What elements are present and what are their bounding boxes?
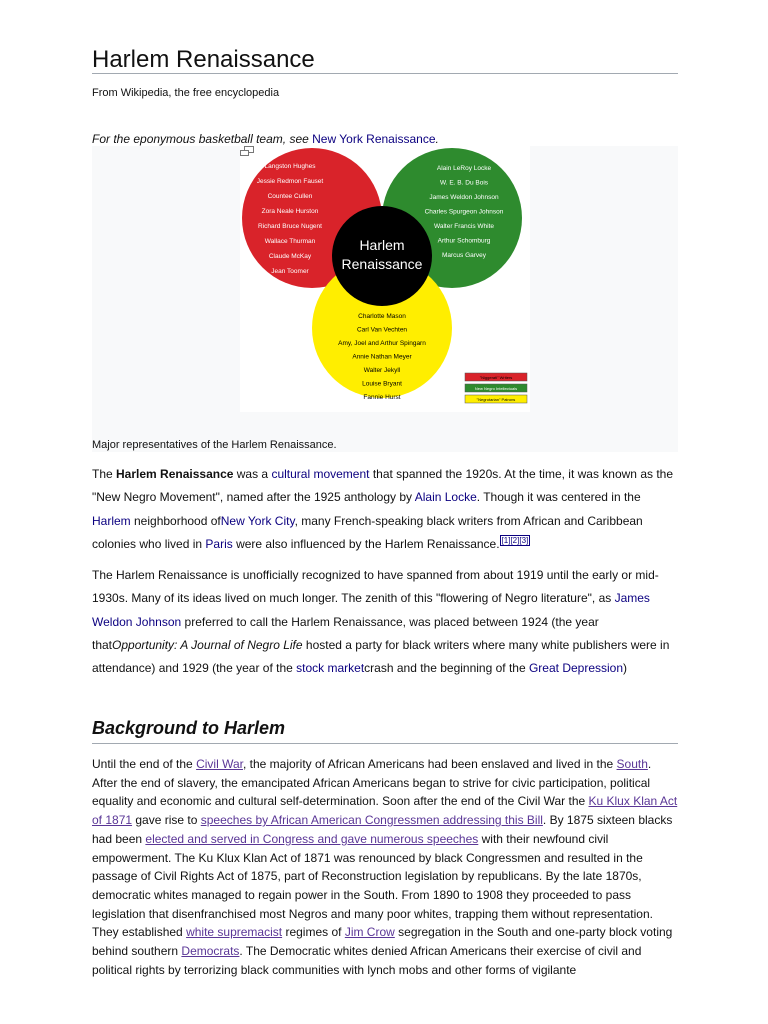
italic-title: Opportunity: A Journal of Negro Life: [112, 637, 303, 652]
yellow-circle-name: Louise Bryant: [362, 380, 402, 388]
link-stock-market[interactable]: stock market: [296, 661, 365, 676]
hatnote: [92, 131, 439, 147]
red-circle-name: Jean Toomer: [271, 268, 309, 275]
venn-diagram[interactable]: [240, 146, 530, 412]
green-circle-name: Walter Francis White: [433, 223, 495, 230]
text: , many French-speaking black writers from African and Caribbean colonies who lived in: [92, 513, 643, 551]
yellow-circle-name: Walter Jekyll: [363, 367, 401, 374]
green-circle-name: Alain LeRoy Locke: [436, 165, 492, 172]
link-great-depression[interactable]: Great Depression: [528, 661, 624, 676]
red-circle-name: Countee Cullen: [267, 193, 313, 200]
link-speeches[interactable]: speeches by African American Congressmen addressing this Bill: [200, 813, 543, 828]
bold-term: Harlem Renaissance: [116, 467, 234, 481]
text: The: [92, 467, 117, 481]
text: regimes of: [282, 925, 345, 940]
legend-label-red: "Niggerati" Writers: [479, 375, 513, 380]
text: ): [623, 661, 628, 676]
yellow-circle-name: Amy, Joel and Arthur Spingarn: [338, 340, 426, 347]
text: Until the end of the: [92, 757, 197, 771]
enlarge-icon[interactable]: [240, 146, 254, 156]
red-circle-name: Jessie Redmon Fauset: [256, 178, 324, 185]
text: preferred to call the Harlem Renaissance, was placed between 1924 (the year that: [92, 614, 599, 652]
text: . After the end of slavery, the emancipated African Americans began to strive for civic participation, political equality and economic and cultural self-determination. Soon after the end of the Civil War the: [92, 757, 652, 809]
green-circle-name: Marcus Garvey: [441, 252, 487, 259]
green-circle-name: W. E. B. Du Bois: [439, 179, 489, 187]
green-circle-name: James Weldon Johnson: [429, 194, 499, 201]
figure-caption: Major representatives of the Harlem Renaissance.: [92, 439, 337, 451]
reference-link[interactable]: [1][2][3]: [501, 535, 529, 545]
link-ku-klux-klan-act[interactable]: Ku Klux Klan Act of 1871: [92, 794, 678, 828]
link-civil-war[interactable]: Civil War: [196, 757, 243, 771]
link-james-weldon-johnson[interactable]: James Weldon Johnson: [92, 591, 650, 629]
red-circle-name: Claude McKay: [268, 253, 312, 260]
link-south[interactable]: South: [616, 757, 648, 771]
legend: [465, 373, 527, 403]
text: segregation in the South and one-party block voting behind southern: [92, 925, 673, 959]
text: were also influenced by the Harlem Renaissance.: [232, 536, 500, 551]
paragraph-intro: [92, 463, 678, 556]
link-cultural-movement[interactable]: cultural movement: [271, 467, 370, 481]
text: , the majority of African Americans had been enslaved and lived in the: [242, 757, 617, 771]
link-paris[interactable]: Paris: [205, 536, 233, 551]
link-new-york-city[interactable]: New York City: [220, 513, 295, 528]
green-circle-name: Arthur Schomburg: [437, 237, 491, 245]
legend-label-yellow: "Negrotarian" Patrons: [476, 397, 516, 402]
link-elected-congress[interactable]: elected and served in Congress and gave numerous speeches: [145, 831, 479, 846]
text: neighborhood of: [130, 513, 221, 528]
paragraph-zenith: [92, 564, 678, 680]
hatnote-end: .: [435, 132, 439, 146]
green-circle-name: Charles Spurgeon Johnson: [424, 208, 504, 216]
red-circle-name: Wallace Thurman: [264, 238, 316, 245]
link-jim-crow[interactable]: Jim Crow: [344, 925, 395, 940]
text: . By 1875 sixteen blacks had been: [92, 813, 673, 846]
text: . Though it was centered in the: [476, 490, 641, 505]
text: that spanned the 1920s. At the time, it was known as the "New Negro Movement", named after the 1925 anthology by: [92, 467, 674, 505]
hatnote-text: For the eponymous basketball team, see: [92, 132, 313, 146]
text: was a: [233, 467, 272, 481]
text: The Harlem Renaissance is unofficially recognized to have spanned from about 1919 until the early or mid-1930s. Many of its ideas lived on much longer. The zenith of this "flowering of Negro literature", as: [92, 568, 659, 606]
link-democrats[interactable]: Democrats: [181, 944, 240, 959]
link-white-supremacist[interactable]: white supremacist: [186, 925, 283, 940]
text: . The Democratic whites denied African Americans their exercise of civil and political rights by terrorizing black communities with lynch mobs and other forms of vigilante: [92, 944, 642, 977]
yellow-circle-name: Carl Van Vechten: [356, 326, 408, 334]
text: gave rise to: [132, 813, 201, 828]
red-circle-name: Langston Hughes: [264, 163, 316, 170]
link-alain-locke[interactable]: Alain Locke: [414, 490, 477, 505]
yellow-circle-name: Annie Nathan Meyer: [352, 353, 412, 361]
site-tagline: From Wikipedia, the free encyclopedia: [92, 87, 280, 99]
yellow-circle-name: Fannie Hurst: [363, 394, 401, 401]
red-circle-name: Richard Bruce Nugent: [258, 223, 322, 230]
title-divider: [92, 73, 678, 74]
link-harlem[interactable]: Harlem: [92, 513, 131, 528]
legend-label-green: New Negro Intellectuals: [474, 386, 518, 391]
center-label-1: Harlem: [359, 237, 405, 253]
hatnote-link[interactable]: New York Renaissance: [312, 132, 436, 146]
section-heading: Background to Harlem: [92, 718, 286, 738]
figure: [92, 146, 678, 452]
yellow-circle-name: Charlotte Mason: [358, 313, 406, 320]
text: hosted a party for black writers where many white publishers were in attendance) and 1929 (the year of the: [92, 637, 670, 676]
text: crash and the beginning of the: [364, 661, 529, 676]
paragraph-background: [92, 755, 678, 979]
page-title: Harlem Renaissance: [92, 46, 315, 73]
text: with their newfound civil empowerment. The Ku Klux Klan Act of 1871 was renounced by black Congressmen and resulted in the passage of Civil Rights Act of 1875, part of Reconstruction legislation by republicans. By the late 1870s, democratic whites managed to regain power in the South. From 1890 to 1908 they proceeded to pass legislation that disenfranchised most Negros and many poor whites, trapping them without representation. They established: [92, 831, 653, 940]
section-divider: [92, 743, 678, 744]
red-circle-name: Zora Neale Hurston: [261, 208, 319, 215]
center-label-2: Renaissance: [341, 256, 423, 272]
